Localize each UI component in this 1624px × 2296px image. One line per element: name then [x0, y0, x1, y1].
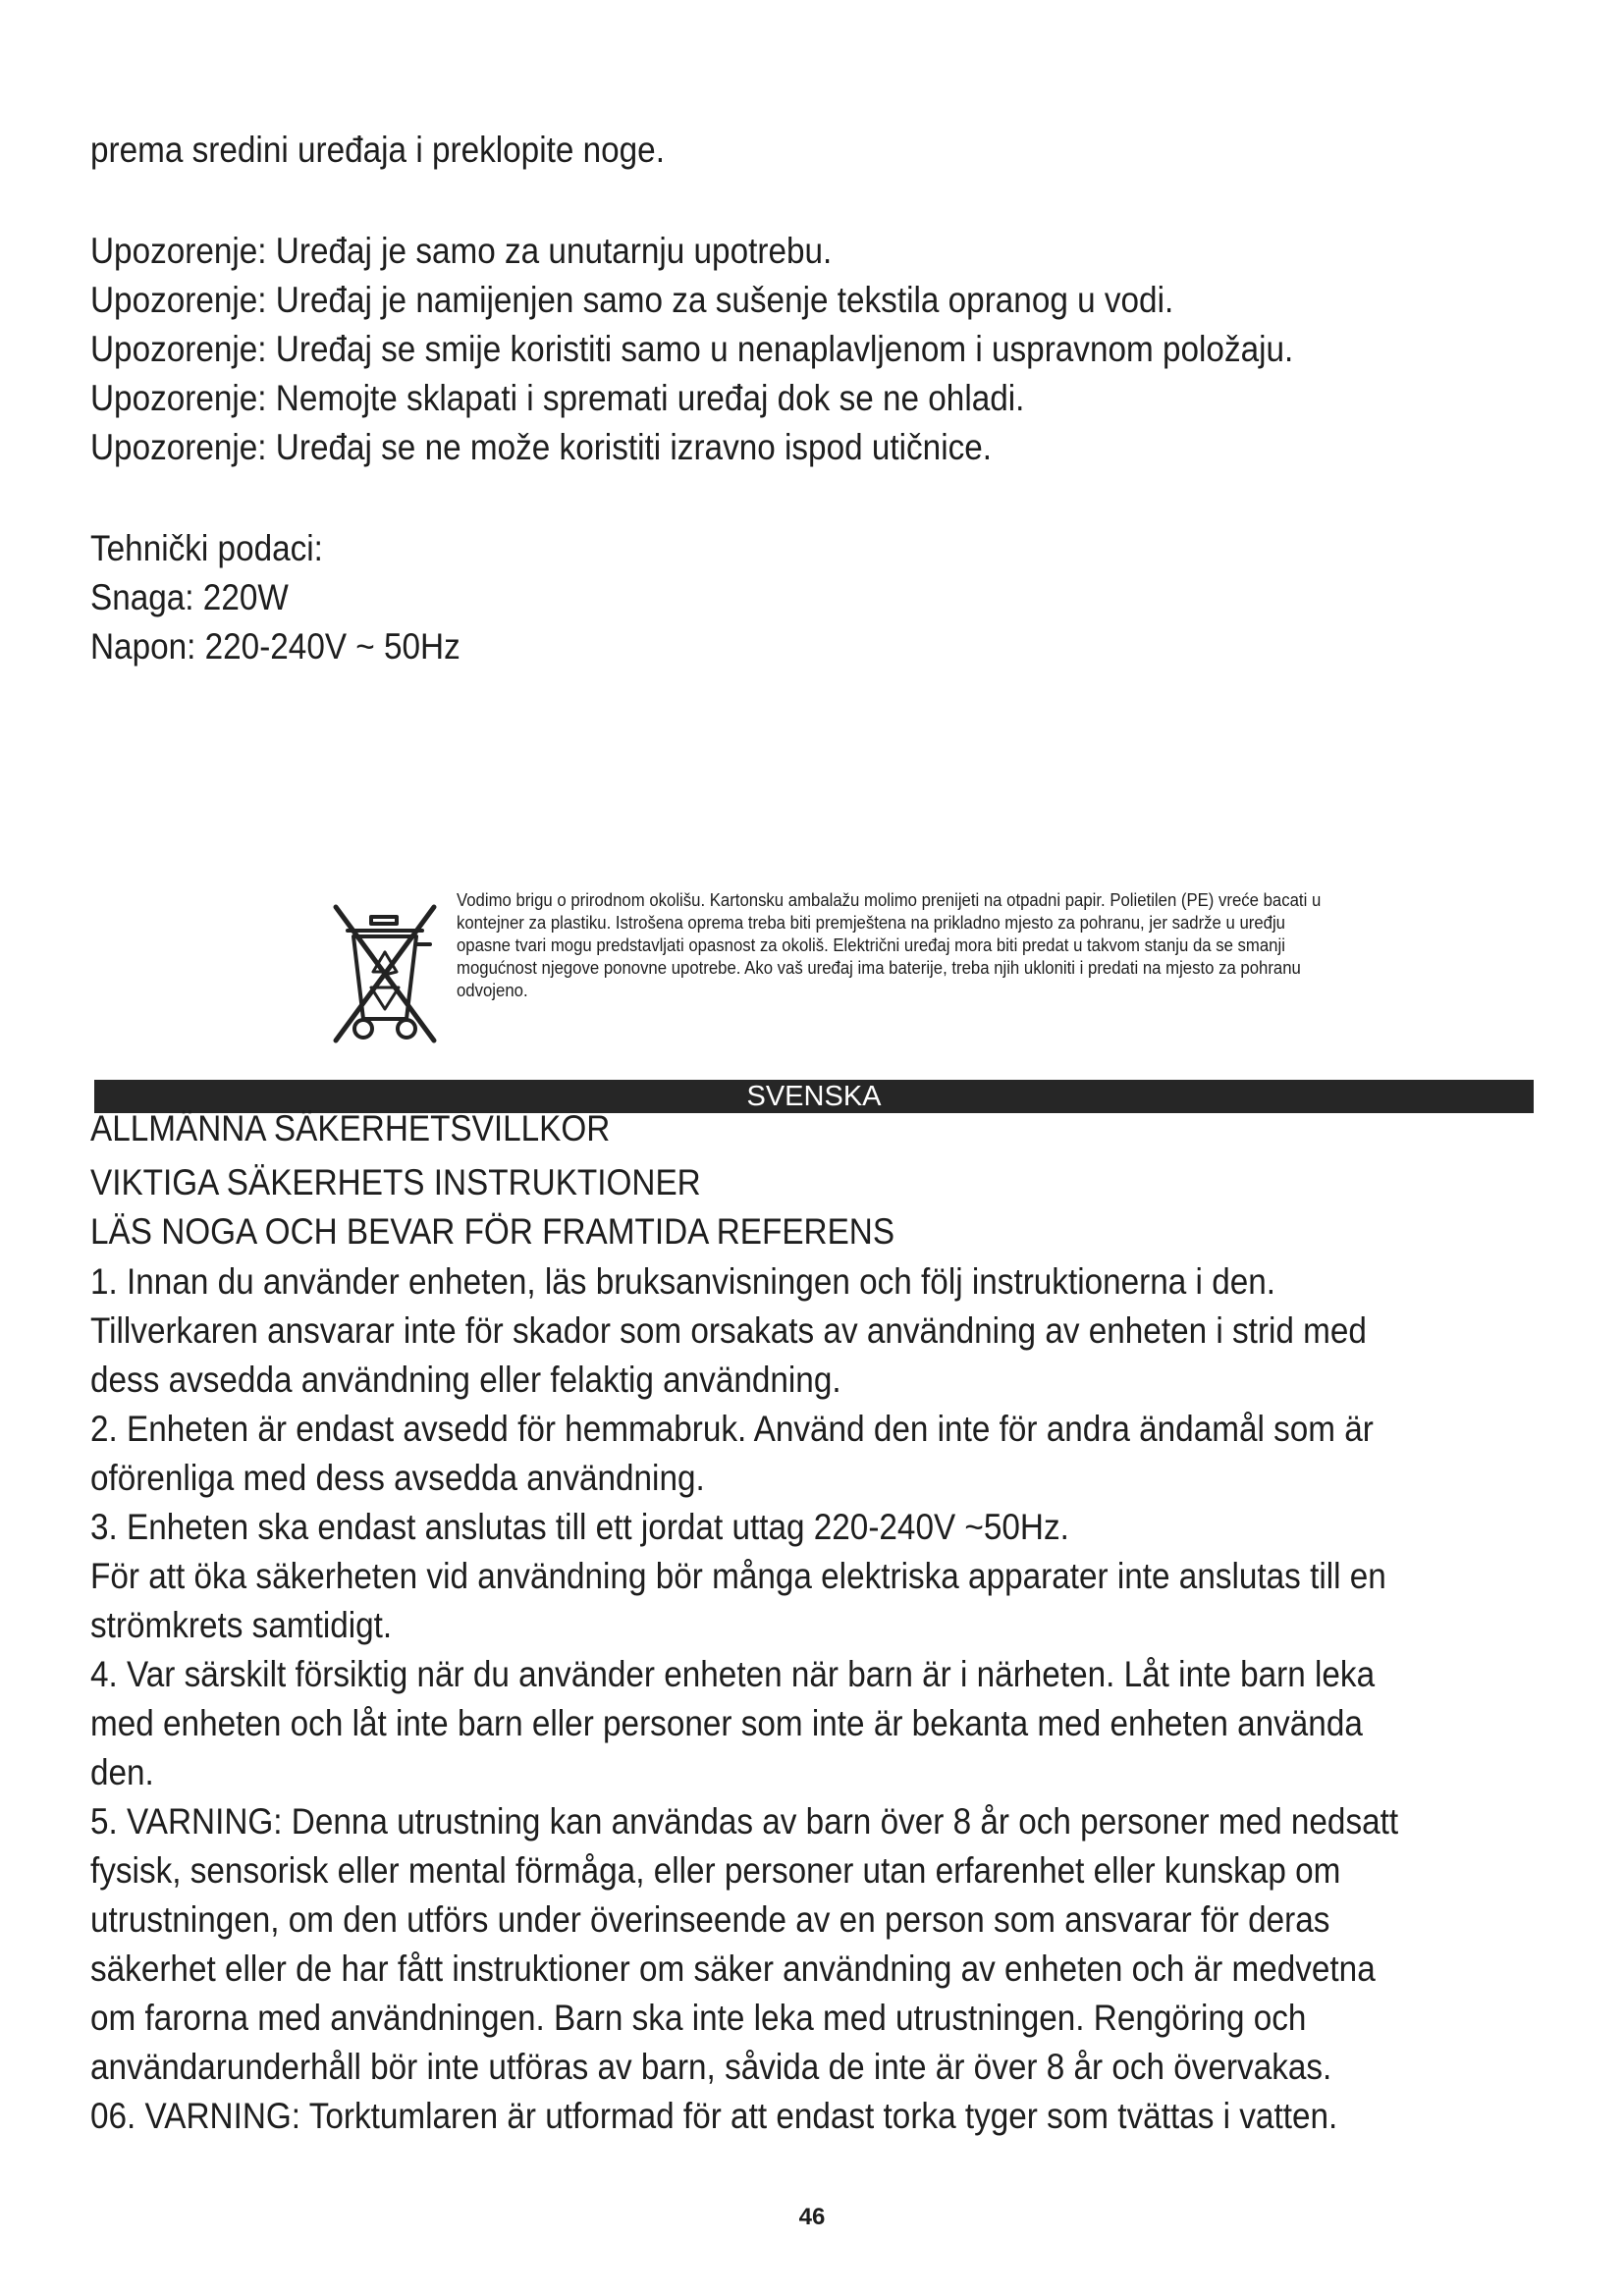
body-line: utrustningen, om den utförs under överinseende av en person som ansvarar för deras [90, 1899, 1330, 1940]
warning-line: Upozorenje: Uređaj je namijenjen samo za sušenje tekstila opranog u vodi. [90, 280, 1174, 320]
warning-line: Upozorenje: Nemojte sklapati i spremati uređaj dok se ne ohladi. [90, 378, 1025, 418]
body-line: 3. Enheten ska endast anslutas till ett jordat uttag 220-240V ~50Hz. [90, 1507, 1069, 1547]
body-line: säkerhet eller de har fått instruktioner om säker användning av enheten och är medvetna [90, 1949, 1376, 1989]
warning-line: Upozorenje: Uređaj se smije koristiti samo u nenaplavljenom i uspravnom položaju. [90, 329, 1294, 369]
body-line: oförenliga med dess avsedda användning. [90, 1458, 705, 1498]
body-line: 2. Enheten är endast avsedd för hemmabruk. Använd den inte för andra ändamål som är [90, 1409, 1374, 1449]
section-heading: VIKTIGA SÄKERHETS INSTRUKTIONER [90, 1162, 701, 1202]
section-heading: ALLMÄNNA SÄKERHETSVILLKOR [90, 1108, 611, 1148]
page-number: 46 [798, 2204, 826, 2230]
section-heading: LÄS NOGA OCH BEVAR FÖR FRAMTIDA REFERENS [90, 1211, 895, 1252]
tech-data-heading: Tehnički podaci: [90, 528, 323, 568]
intro-line: prema sredini uređaja i preklopite noge. [90, 130, 665, 170]
environment-note-line: mogućnost njegove ponovne upotrebe. Ako vaš uređaj ima baterije, treba njih ukloniti i predati na mjesto za pohranu [457, 958, 1301, 978]
environment-note-line: kontejner za plastiku. Istrošena oprema treba biti premještena na prikladno mjesto za pohranu, jer sadrže u uređju [457, 913, 1285, 933]
body-line: För att öka säkerheten vid användning bör många elektriska apparater inte anslutas till en [90, 1556, 1386, 1596]
body-line: användarunderhåll bör inte utföras av barn, såvida de inte är över 8 år och övervakas. [90, 2047, 1332, 2087]
body-line: Tillverkaren ansvarar inte för skador som orsakats av användning av enheten i strid med [90, 1310, 1367, 1351]
banner-label: SVENSKA [746, 1081, 882, 1112]
body-line: om farorna med användningen. Barn ska inte leka med utrustningen. Rengöring och [90, 1998, 1307, 2038]
body-line: med enheten och låt inte barn eller personer som inte är bekanta med enheten använda [90, 1703, 1363, 1743]
body-line: 06. VARNING: Torktumlaren är utformad för att endast torka tyger som tvättas i vatten. [90, 2096, 1338, 2136]
body-line: den. [90, 1752, 154, 1792]
environment-note-line: Vodimo brigu o prirodnom okolišu. Kartonsku ambalažu molimo prenijeti na otpadni papir. Polietilen (PE) vreće bacati u [457, 890, 1322, 910]
crossed-out-wheelie-bin-icon [326, 893, 444, 1050]
power-spec: Snaga: 220W [90, 577, 289, 617]
environment-note-line: odvojeno. [457, 981, 528, 1000]
warning-line: Upozorenje: Uređaj se ne može koristiti izravno ispod utičnice. [90, 427, 993, 467]
body-line: dess avsedda användning eller felaktig användning. [90, 1360, 841, 1400]
warning-line: Upozorenje: Uređaj je samo za unutarnju upotrebu. [90, 231, 833, 271]
body-line: strömkrets samtidigt. [90, 1605, 393, 1645]
body-line: 1. Innan du använder enheten, läs bruksanvisningen och följ instruktionerna i den. [90, 1261, 1276, 1302]
body-line: 4. Var särskilt försiktig när du använder enheten när barn är i närheten. Låt inte barn leka [90, 1654, 1376, 1694]
body-line: 5. VARNING: Denna utrustning kan användas av barn över 8 år och personer med nedsatt [90, 1801, 1399, 1842]
voltage-spec: Napon: 220-240V ~ 50Hz [90, 626, 460, 667]
body-line: fysisk, sensorisk eller mental förmåga, eller personer utan erfarenhet eller kunskap om [90, 1850, 1341, 1891]
environment-note-line: opasne tvari mogu predstavljati opasnost za okoliš. Električni uređaj mora biti predat u takvom stanju da se smanji [457, 935, 1285, 955]
